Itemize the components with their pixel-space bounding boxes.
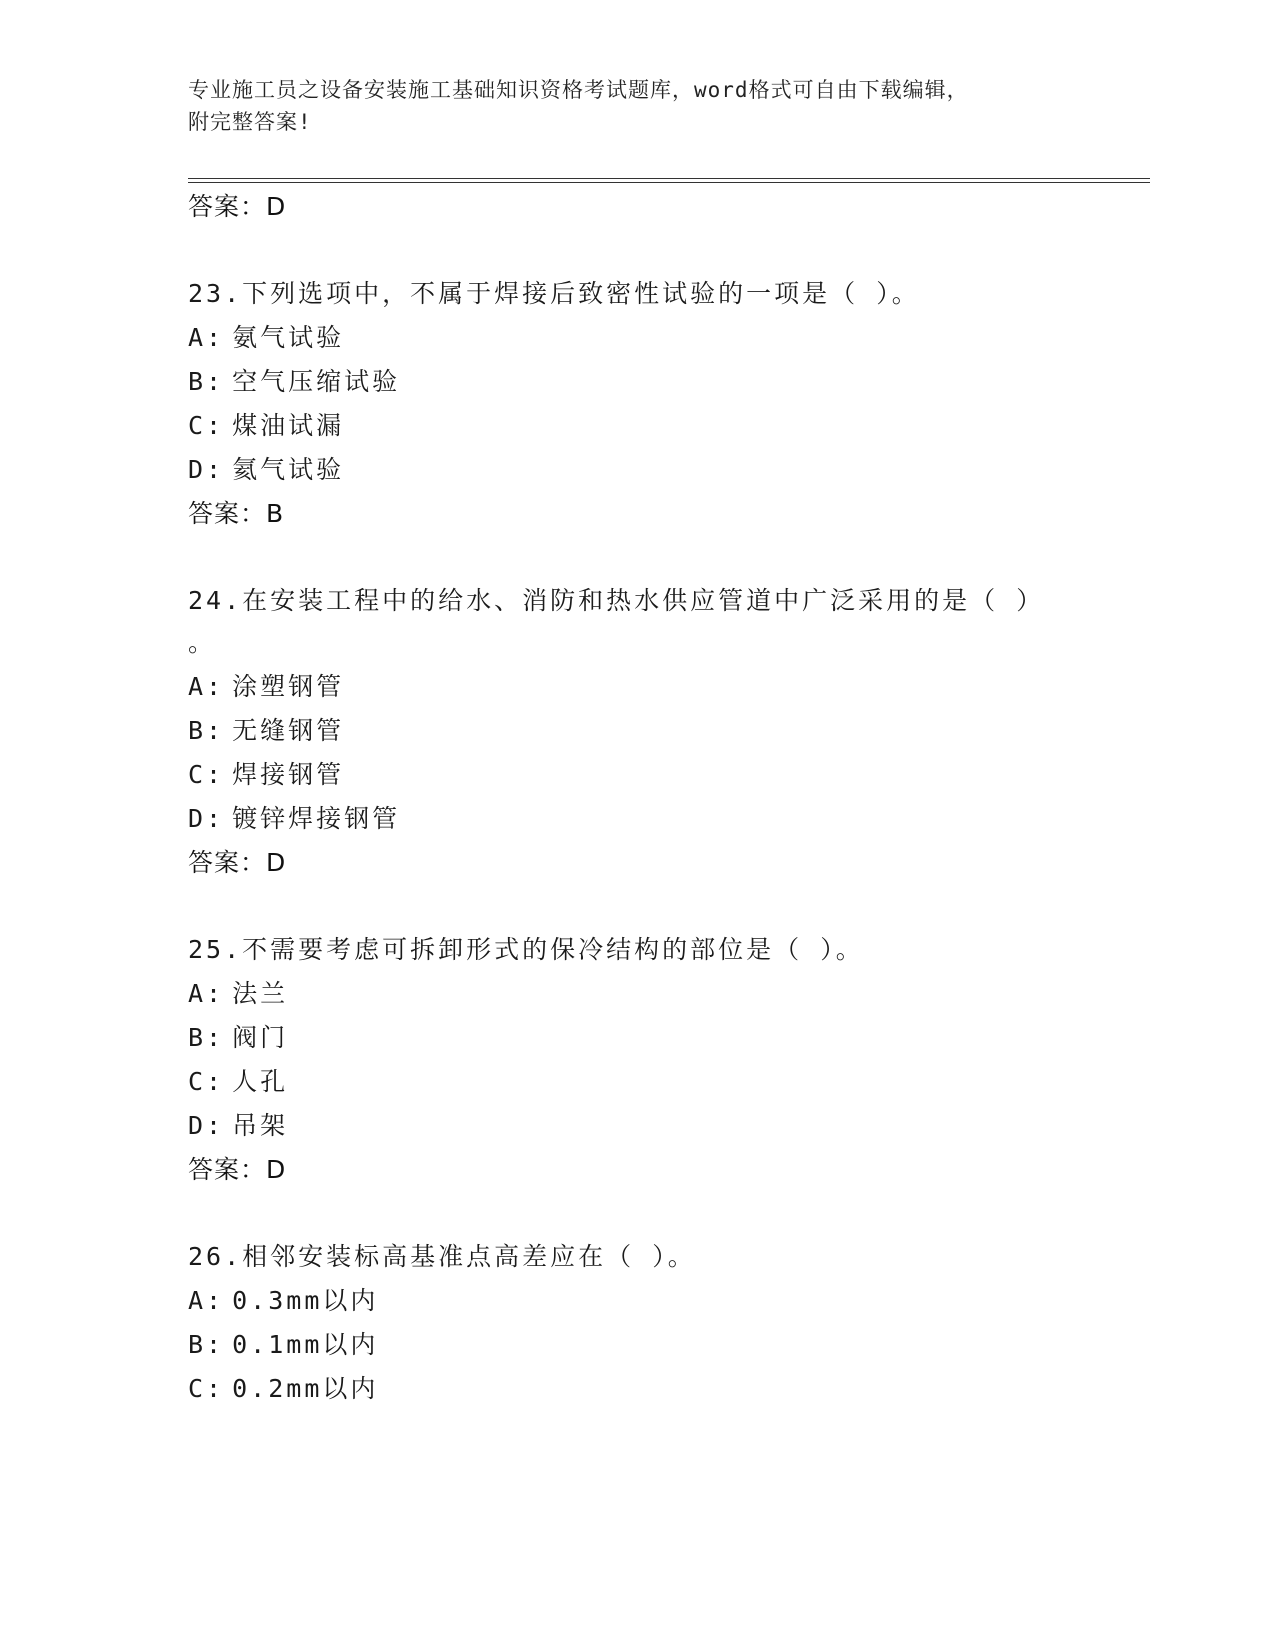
header-rule-top <box>188 178 1150 179</box>
option-text: 氦气试验 <box>232 455 345 484</box>
option-text: 无缝钢管 <box>232 716 345 745</box>
question-24-option-d <box>188 802 400 836</box>
header-rule-bottom <box>188 182 1150 183</box>
option-label: C: <box>188 1374 225 1403</box>
question-25-stem: 25.不需要考虑可拆卸形式的保冷结构的部位是（ ）。 <box>188 935 864 964</box>
option-text: 人孔 <box>232 1067 289 1096</box>
option-label: B: <box>188 367 225 396</box>
option-text: 煤油试漏 <box>232 411 345 440</box>
header-line-2: 附完整答案! <box>188 110 312 134</box>
question-23-option-a <box>188 321 344 355</box>
question-26-option-c <box>188 1372 378 1406</box>
option-label: D: <box>188 1111 225 1140</box>
question-24-answer: 答案：D <box>188 848 287 877</box>
option-label: D: <box>188 455 225 484</box>
option-text: 0.3mm以内 <box>232 1286 379 1315</box>
option-text: 法兰 <box>232 979 289 1008</box>
question-23-option-b <box>188 365 400 399</box>
question-23-option-d <box>188 453 344 487</box>
option-text: 0.2mm以内 <box>232 1374 379 1403</box>
option-label: C: <box>188 1067 225 1096</box>
option-label: B: <box>188 1023 225 1052</box>
question-25-option-b <box>188 1021 288 1055</box>
question-25-option-c <box>188 1065 288 1099</box>
question-26-option-b <box>188 1328 378 1362</box>
question-23-stem: 23.下列选项中，不属于焊接后致密性试验的一项是（ ）。 <box>188 279 920 308</box>
question-24-stem-continuation: 。 <box>188 628 214 657</box>
option-text: 涂塑钢管 <box>232 672 345 701</box>
option-text: 0.1mm以内 <box>232 1330 379 1359</box>
option-label: A: <box>188 979 225 1008</box>
option-label: C: <box>188 411 225 440</box>
question-25-option-a <box>188 977 288 1011</box>
question-24-option-b <box>188 714 344 748</box>
question-24-option-c <box>188 758 344 792</box>
question-24-option-a <box>188 670 344 704</box>
question-26-option-a <box>188 1284 378 1318</box>
option-text: 阀门 <box>232 1023 289 1052</box>
answer-previous: 答案：D <box>188 192 287 221</box>
option-text: 氨气试验 <box>232 323 345 352</box>
header-line-1: 专业施工员之设备安装施工基础知识资格考试题库，word格式可自由下载编辑， <box>188 78 969 102</box>
option-label: B: <box>188 1330 225 1359</box>
question-23-option-c <box>188 409 344 443</box>
question-23-answer: 答案：B <box>188 499 285 528</box>
option-label: A: <box>188 323 225 352</box>
option-text: 镀锌焊接钢管 <box>232 804 401 833</box>
question-24-stem: 24.在安装工程中的给水、消防和热水供应管道中广泛采用的是（ ） <box>188 586 1045 615</box>
question-26-stem: 26.相邻安装标高基准点高差应在（ ）。 <box>188 1242 696 1271</box>
option-label: A: <box>188 1286 225 1315</box>
option-text: 空气压缩试验 <box>232 367 401 396</box>
option-label: A: <box>188 672 225 701</box>
option-text: 焊接钢管 <box>232 760 345 789</box>
question-25-option-d <box>188 1109 288 1143</box>
question-25-answer: 答案：D <box>188 1155 287 1184</box>
option-text: 吊架 <box>232 1111 289 1140</box>
option-label: D: <box>188 804 225 833</box>
page-header <box>188 74 1068 138</box>
option-label: B: <box>188 716 225 745</box>
option-label: C: <box>188 760 225 789</box>
